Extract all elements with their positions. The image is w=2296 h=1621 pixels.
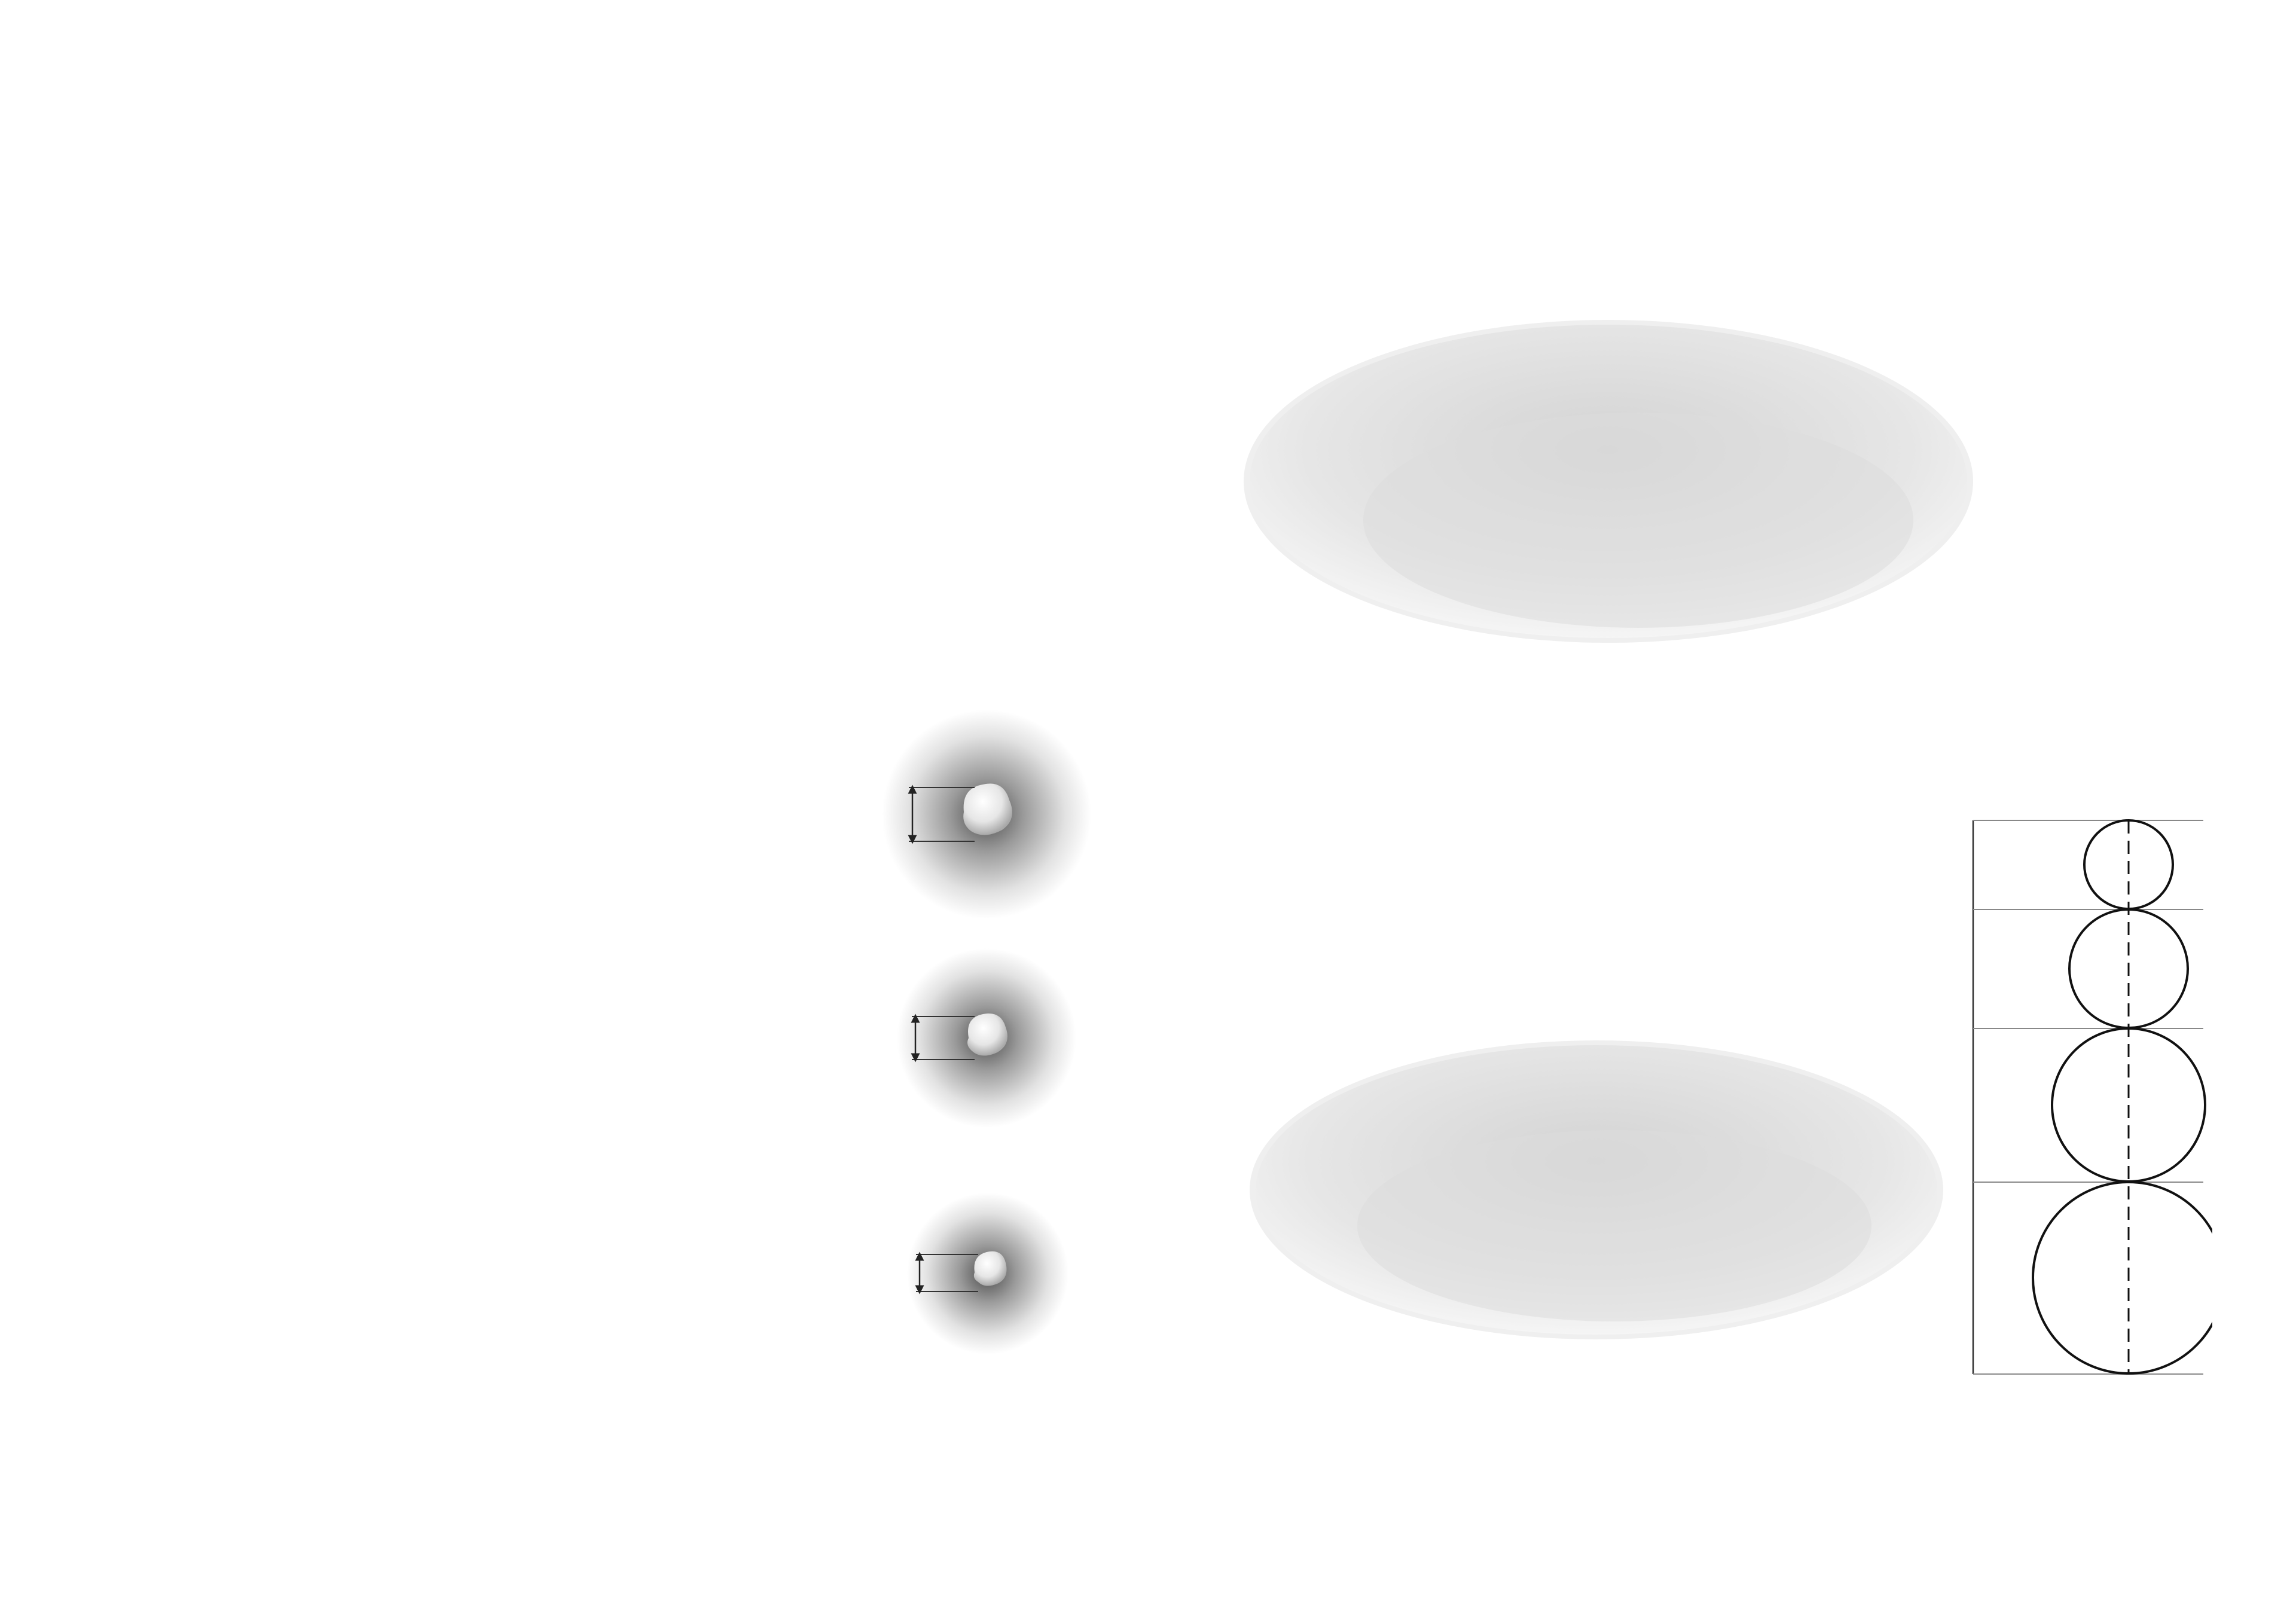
optimised-structure-render bbox=[1220, 789, 1985, 1387]
scan-35mm bbox=[907, 1193, 1068, 1354]
sphere-scale-diagram bbox=[1961, 801, 2212, 1387]
body-text bbox=[68, 267, 785, 295]
sphere-packing-render bbox=[1220, 155, 1997, 670]
scan-55mm bbox=[882, 710, 1091, 919]
scan-illustrations bbox=[801, 706, 1112, 1441]
scan-45mm bbox=[897, 948, 1076, 1128]
